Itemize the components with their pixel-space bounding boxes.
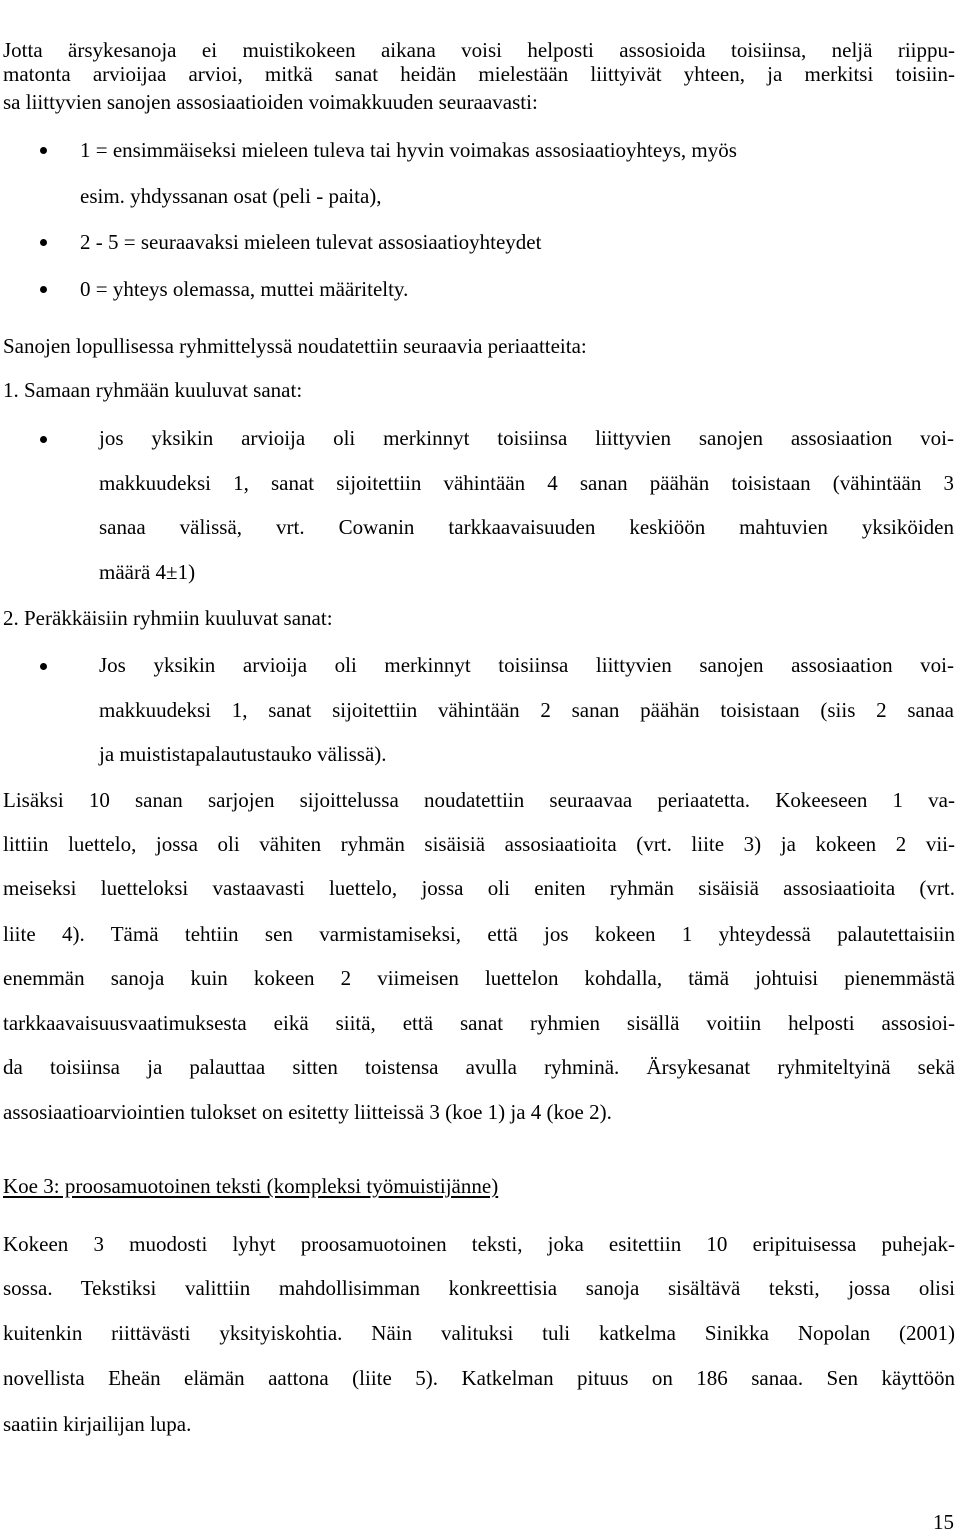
text-line: meiseksi luetteloksi vastaavasti luettelo, jossa oli eniten ryhmän sisäisiä assosiaatioita (vrt. [3,876,955,900]
principle-title: 1. Samaan ryhmään kuuluvat sanat: [3,378,303,402]
text-line: novellista Eheän elämän aattona (liite 5). Katkelman pituus on 186 sanaa. Sen käyttöön [3,1366,955,1390]
text-line: Lisäksi 10 sanan sarjojen sijoittelussa noudatettiin seuraavaa periaatetta. Kokeeseen 1 va- [3,788,955,812]
text-line: Kokeen 3 muodosti lyhyt proosamuotoinen teksti, joka esitettiin 10 eripituisessa puhejak- [3,1232,955,1256]
text-line: da toisiinsa ja palauttaa sitten toistensa avulla ryhminä. Ärsykesanat ryhmiteltyinä sekä [3,1055,955,1079]
text-line: makkuudeksi 1, sanat sijoitettiin vähintään 4 sanan päähän toisistaan (vähintään 3 [99,471,954,495]
text-line: liite 4). Tämä tehtiin sen varmistamiseksi, että jos kokeen 1 yhteydessä palautettaisiin [3,922,955,946]
bullet-icon [40,286,47,293]
section-heading: Koe 3: proosamuotoinen teksti (kompleksi työmuistijänne) [3,1174,499,1198]
principle-title: 2. Peräkkäisiin ryhmiin kuuluvat sanat: [3,606,333,630]
text-line: saatiin kirjailijan lupa. [3,1412,192,1436]
text-line: sa liittyvien sanojen assosiaatioiden voimakkuuden seuraavasti: [3,90,538,114]
text-line: kuitenkin riittävästi yksityiskohtia. Näin valituksi tuli katkelma Sinikka Nopolan (2001) [3,1321,955,1345]
list-item-continuation: esim. yhdyssanan osat (peli - paita), [80,184,382,208]
text-line: sanaa välissä, vrt. Cowanin tarkkaavaisuuden keskiöön mahtuvien yksiköiden [99,515,954,539]
bullet-icon [40,147,47,154]
text-line: littiin luettelo, jossa oli vähiten ryhmän sisäisiä assosiaatioita (vrt. liite 3) ja kokeen 2 vii- [3,832,955,856]
text-line: tarkkaavaisuusvaatimuksesta eikä siitä, että sanat ryhmien sisällä voitiin helposti assosioi- [3,1011,955,1035]
principles-intro: Sanojen lopullisessa ryhmittelyssä noudatettiin seuraavia periaatteita: [3,334,587,358]
text-line: matonta arvioijaa arvioi, mitkä sanat heidän mielestään liittyivät yhteen, ja merkitsi toisiin- [3,62,955,86]
text-line: Jotta ärsykesanoja ei muistikokeen aikana voisi helposti assosioida toisiinsa, neljä riippu- [3,38,955,62]
text-line: sossa. Tekstiksi valittiin mahdollisimman konkreettisia sanoja sisältävä teksti, jossa olisi [3,1276,955,1300]
text-line: ja muististapalautustauko välissä). [99,742,387,766]
bullet-icon [40,663,47,670]
bullet-icon [40,239,47,246]
text-line: makkuudeksi 1, sanat sijoitettiin vähintään 2 sanan päähän toisistaan (siis 2 sanaa [99,698,954,722]
list-item: 1 = ensimmäiseksi mieleen tuleva tai hyvin voimakas assosiaatioyhteys, myös [80,138,737,162]
list-item: 0 = yhteys olemassa, muttei määritelty. [80,277,409,301]
text-line: enemmän sanoja kuin kokeen 2 viimeisen luettelon kohdalla, tämä johtuisi pienemmästä [3,966,955,990]
page-number: 15 [933,1510,954,1534]
text-line: assosiaatioarviointien tulokset on esitetty liitteissä 3 (koe 1) ja 4 (koe 2). [3,1100,612,1124]
text-line: Jos yksikin arvioija oli merkinnyt toisiinsa liittyvien sanojen assosiaation voi- [99,653,954,677]
text-line: jos yksikin arvioija oli merkinnyt toisiinsa liittyvien sanojen assosiaation voi- [99,426,954,450]
text-line: määrä 4±1) [99,560,196,584]
bullet-icon [40,436,47,443]
list-item: 2 - 5 = seuraavaksi mieleen tulevat assosiaatioyhteydet [80,230,542,254]
